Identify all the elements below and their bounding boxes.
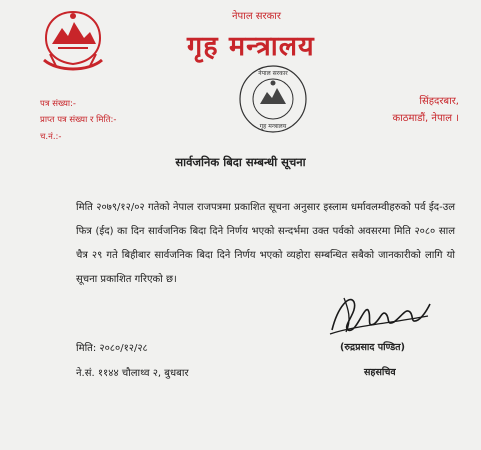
address-line-2: काठमाडौं, नेपाल । bbox=[392, 113, 459, 124]
dispatch-number-label: च.नं.:- bbox=[40, 132, 62, 142]
nepal-emblem-icon bbox=[38, 8, 108, 74]
signer-designation: सहसचिव bbox=[364, 367, 396, 378]
ministry-name: गृह मन्त्रालय bbox=[187, 31, 315, 62]
received-letter-label: प्राप्त पत्र संख्या र मिति:- bbox=[40, 115, 117, 125]
nepal-sambat-date: ने.सं. ११४४ चौलाथ्व २, बुधबार bbox=[76, 368, 189, 379]
address-line-1: सिंहदरबार, bbox=[419, 96, 459, 107]
government-name: नेपाल सरकार bbox=[232, 11, 281, 22]
signature-mark bbox=[324, 286, 436, 340]
letter-number-label: पत्र संख्या:- bbox=[40, 99, 77, 109]
seal-text-top: नेपाल सरकार bbox=[258, 70, 288, 77]
seal-text-bottom: गृह मन्त्रालय bbox=[259, 123, 287, 130]
issue-date: मिति: २०८०/१२/२८ bbox=[76, 343, 148, 354]
notice-title: सार्वजनिक बिदा सम्बन्धी सूचना bbox=[175, 155, 306, 169]
signer-name: (रुद्रप्रसाद पण्डित) bbox=[340, 342, 405, 353]
ministry-seal-icon bbox=[236, 62, 310, 136]
notice-body: मिति २०७९/१२/०२ गतेको नेपाल राजपत्रमा प्रकाशित सूचना अनुसार इस्लाम धर्मावलम्वीहरुको पर्व ईद-उल फित्र (ईद) का दिन सार्वजनिक बिदा दिने निर्णय भएको सन्दर्भमा उक्त पर्वको अवसरमा मिति २०८० साल चैत्र २९ गते बिहीबार सार्वजनिक बिदा दिने निर्णय भएको व्यहोरा सम्बन्धित सबैको जानकारीको लागि यो सूचना प्रकाशित गरिएको छ। bbox=[76, 202, 455, 285]
